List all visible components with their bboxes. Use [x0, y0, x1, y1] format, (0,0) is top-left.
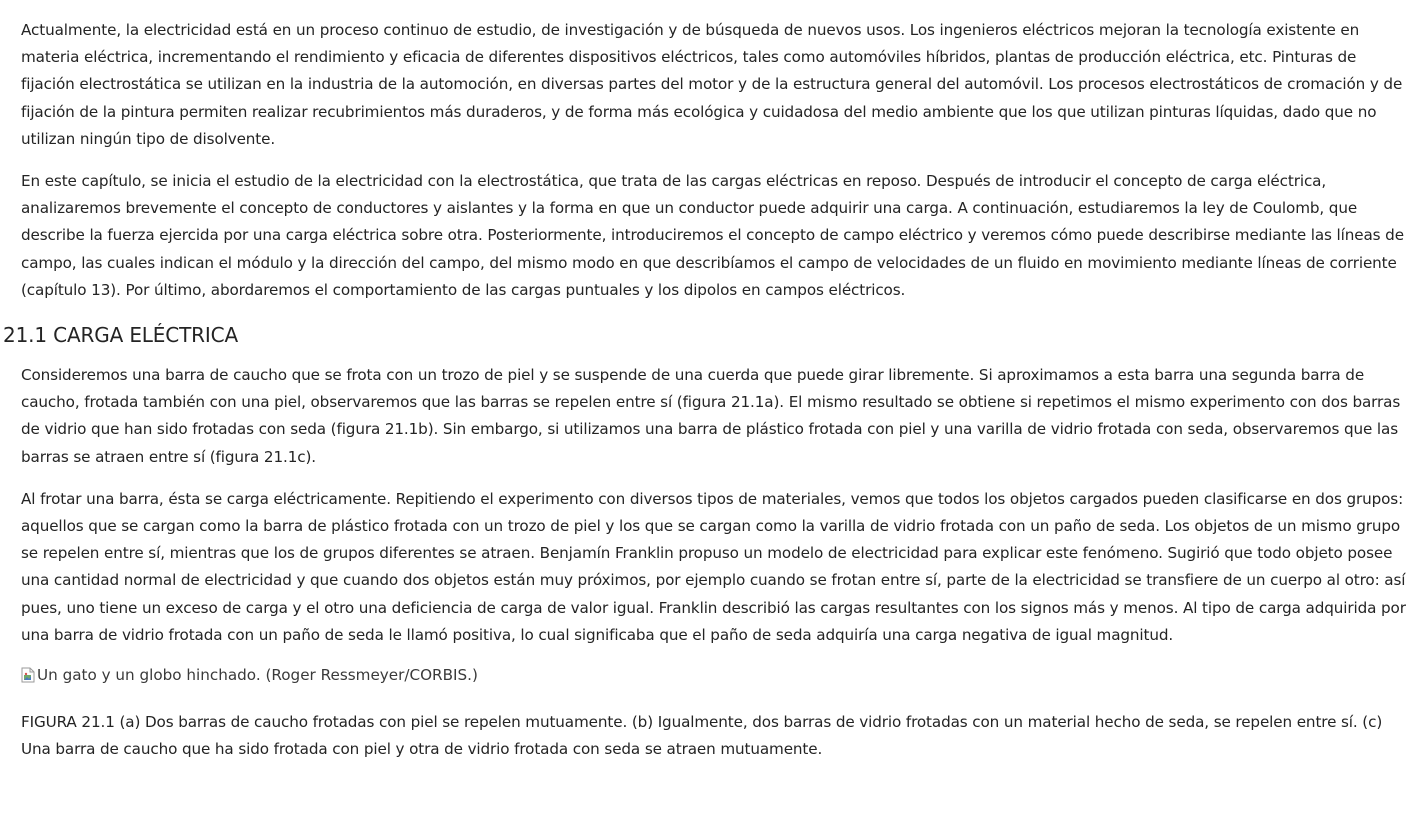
figure-image-placeholder — [21, 664, 1414, 686]
broken-image-icon — [21, 667, 35, 683]
figure-alt-text: Un gato y un globo hinchado. (Roger Ressmeyer/CORBIS.) — [37, 666, 478, 685]
section-paragraph-1: Consideremos una barra de caucho que se frota con un trozo de piel y se suspende de una cuerda que puede girar libremente. Si aproximamos a esta barra una segunda barra de caucho, frotada también con una piel, observaremos que las barras se repelen entre sí (figura 21.1a). El mismo resultado se obtiene si repetimos el mismo experimento con dos barras de vidrio que han sido frotadas con seda (figura 21.1b). Sin embargo, si utilizamos una barra de plástico frotada con piel y una varilla de vidrio frotada con seda, observaremos que las barras se atraen entre sí (figura 21.1c). — [21, 366, 1401, 466]
section-paragraph-2: Al frotar una barra, ésta se carga eléctricamente. Repitiendo el experimento con diversos tipos de materiales, vemos que todos los objetos cargados pueden clasificarse en dos grupos: aquellos que se cargan como la barra de plástico frotada con un trozo de piel y los que se cargan como la varilla de vidrio frotada con un paño de seda. Los objetos de un mismo grupo se repelen entre sí, mientras que los de grupos diferentes se atraen. Benjamín Franklin propuso un modelo de electricidad para explicar este fenómeno. Sugirió que todo objeto posee una cantidad normal de electricidad y que cuando dos objetos están muy próximos, por ejemplo cuando se frotan entre sí, parte de la electricidad se transfiere de un cuerpo al otro: así pues, uno tiene un exceso de carga y el otro una deficiencia de carga de valor igual. Franklin describió las cargas resultantes con los signos más y menos. Al tipo de carga adquirida por una barra de vidrio frotada con un paño de seda le llamó positiva, lo cual significaba que el paño de seda adquiría una carga negativa de igual magnitud. — [21, 489, 1406, 644]
figure-caption: FIGURA 21.1 (a) Dos barras de caucho frotadas con piel se repelen mutuamente. (b) Igualmente, dos barras de vidrio frotadas con un material hecho de seda, se repelen entre sí. (c) Una barra de caucho que ha sido frotada con piel y otra de vidrio frotada con seda se atraen mutuamente. — [21, 713, 1383, 759]
intro-paragraph-2: En este capítulo, se inicia el estudio de la electricidad con la electrostática, que trata de las cargas eléctricas en reposo. Después de introducir el concepto de carga eléctrica, analizaremos brevemente el concepto de conductores y aislantes y la forma en que un conductor puede adquirir una carga. A continuación, estudiaremos la ley de Coulomb, que describe la fuerza ejercida por una carga eléctrica sobre otra. Posteriormente, introduciremos el concepto de campo eléctrico y veremos cómo puede describirse mediante las líneas de campo, las cuales indican el módulo y la dirección del campo, del mismo modo en que describíamos el campo de velocidades de un fluido en movimiento mediante líneas de corriente (capítulo 13). Por último, abordaremos el comportamiento de las cargas puntuales y los dipolos en campos eléctricos. — [21, 172, 1404, 299]
section-heading: 21.1 CARGA ELÉCTRICA — [3, 323, 239, 348]
intro-paragraph-1: Actualmente, la electricidad está en un proceso continuo de estudio, de investigación y de búsqueda de nuevos usos. Los ingenieros eléctricos mejoran la tecnología existente en materia eléctrica, incrementando el rendimiento y eficacia de diferentes dispositivos eléctricos, tales como automóviles híbridos, plantas de producción eléctrica, etc. Pinturas de fijación electrostática se utilizan en la industria de la automoción, en diversas partes del motor y de la estructura general del automóvil. Los procesos electrostáticos de cromación y de fijación de la pintura permiten realizar recubrimientos más duraderos, y de forma más ecológica y cuidadosa del medio ambiente que los que utilizan pinturas líquidas, dado que no utilizan ningún tipo de disolvente. — [21, 21, 1403, 148]
